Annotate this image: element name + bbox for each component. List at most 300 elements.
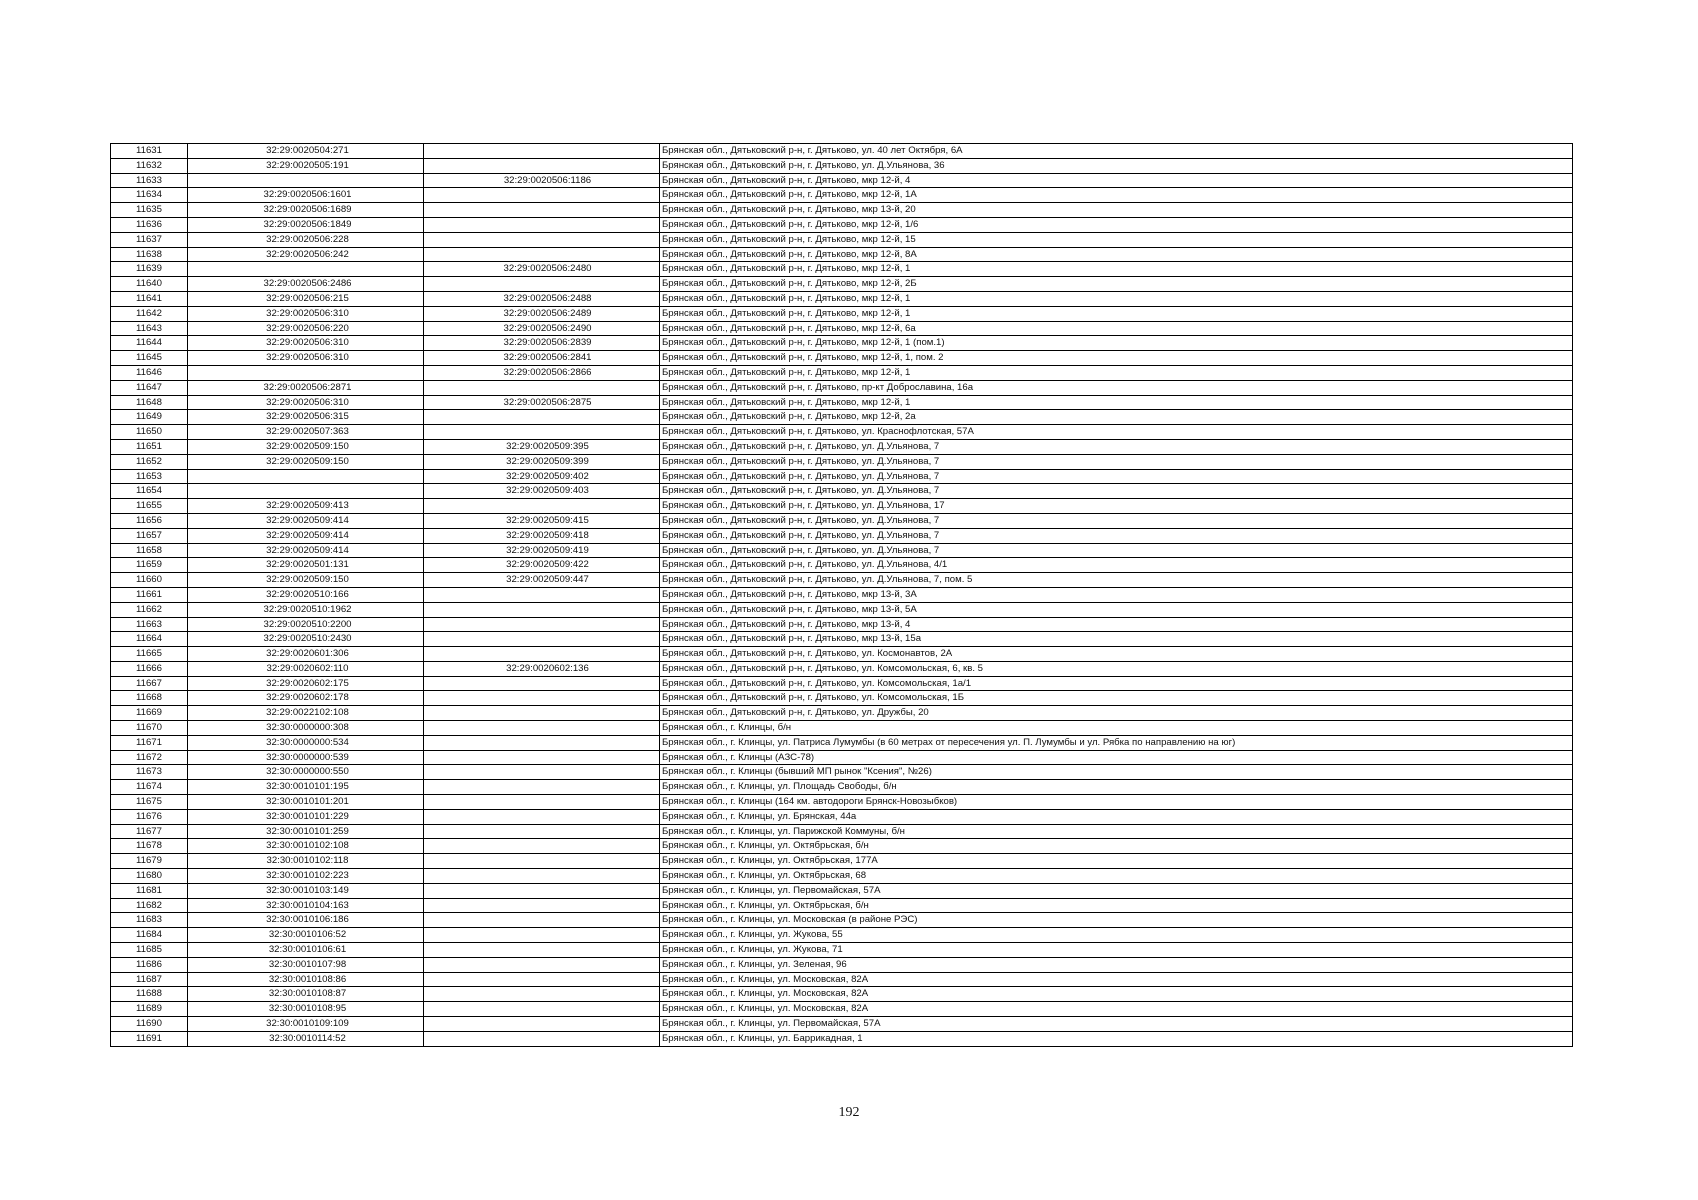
- address-cell: Брянская обл., г. Клинцы, ул. Октябрьская, 177А: [660, 854, 1573, 869]
- address-cell: Брянская обл., Дятьковский р-н, г. Дятьково, мкр 12-й, 15: [660, 232, 1573, 247]
- related-cadastral-number-cell: [424, 691, 660, 706]
- table-row: [111, 602, 1573, 617]
- cadastral-number-cell: 32:29:0020506:2486: [188, 277, 424, 292]
- cadastral-number-cell: 32:29:0022102:108: [188, 706, 424, 721]
- cadastral-number-cell: 32:29:0020509:414: [188, 543, 424, 558]
- cadastral-number-cell: 32:29:0020506:242: [188, 247, 424, 262]
- row-number-cell: 11631: [111, 144, 188, 159]
- related-cadastral-number-cell: [424, 188, 660, 203]
- address-cell: Брянская обл., Дятьковский р-н, г. Дятьково, мкр 13-й, 15а: [660, 632, 1573, 647]
- related-cadastral-number-cell: [424, 232, 660, 247]
- cadastral-number-cell: [188, 469, 424, 484]
- table-row: [111, 987, 1573, 1002]
- table-row: [111, 262, 1573, 277]
- related-cadastral-number-cell: [424, 1002, 660, 1017]
- row-number-cell: 11649: [111, 410, 188, 425]
- related-cadastral-number-cell: 32:29:0020506:2480: [424, 262, 660, 277]
- table-row: [111, 587, 1573, 602]
- address-cell: Брянская обл., г. Клинцы, ул. Зеленая, 96: [660, 957, 1573, 972]
- related-cadastral-number-cell: [424, 765, 660, 780]
- table-row: [111, 972, 1573, 987]
- address-cell: Брянская обл., г. Клинцы, ул. Баррикадная, 1: [660, 1031, 1573, 1046]
- address-cell: Брянская обл., Дятьковский р-н, г. Дятьково, ул. Д.Ульянова, 17: [660, 499, 1573, 514]
- address-cell: Брянская обл., Дятьковский р-н, г. Дятьково, мкр 12-й, 1: [660, 291, 1573, 306]
- row-number-cell: 11655: [111, 499, 188, 514]
- cadastral-number-cell: 32:29:0020506:215: [188, 291, 424, 306]
- related-cadastral-number-cell: [424, 735, 660, 750]
- cadastral-number-cell: 32:29:0020506:315: [188, 410, 424, 425]
- row-number-cell: 11646: [111, 365, 188, 380]
- address-cell: Брянская обл., Дятьковский р-н, г. Дятьково, ул. 40 лет Октября, 6А: [660, 144, 1573, 159]
- address-cell: Брянская обл., Дятьковский р-н, г. Дятьково, ул. Комсомольская, 6, кв. 5: [660, 661, 1573, 676]
- table-row: [111, 824, 1573, 839]
- address-cell: Брянская обл., Дятьковский р-н, г. Дятьково, мкр 12-й, 1: [660, 306, 1573, 321]
- table-row: [111, 454, 1573, 469]
- row-number-cell: 11689: [111, 1002, 188, 1017]
- table-row: [111, 795, 1573, 810]
- address-cell: Брянская обл., Дятьковский р-н, г. Дятьково, мкр 12-й, 1, пом. 2: [660, 351, 1573, 366]
- table-row: [111, 854, 1573, 869]
- row-number-cell: 11635: [111, 203, 188, 218]
- row-number-cell: 11671: [111, 735, 188, 750]
- cadastral-number-cell: 32:29:0020602:178: [188, 691, 424, 706]
- address-cell: Брянская обл., Дятьковский р-н, г. Дятьково, ул. Комсомольская, 1Б: [660, 691, 1573, 706]
- cadastral-number-cell: 32:30:0010101:259: [188, 824, 424, 839]
- related-cadastral-number-cell: 32:29:0020506:2866: [424, 365, 660, 380]
- cadastral-number-cell: 32:30:0010101:229: [188, 809, 424, 824]
- related-cadastral-number-cell: 32:29:0020506:2490: [424, 321, 660, 336]
- cadastral-number-cell: [188, 173, 424, 188]
- related-cadastral-number-cell: 32:29:0020509:422: [424, 558, 660, 573]
- row-number-cell: 11666: [111, 661, 188, 676]
- address-cell: Брянская обл., Дятьковский р-н, г. Дятьково, ул. Д.Ульянова, 7: [660, 528, 1573, 543]
- cadastral-number-cell: 32:29:0020602:175: [188, 676, 424, 691]
- related-cadastral-number-cell: 32:29:0020506:2839: [424, 336, 660, 351]
- related-cadastral-number-cell: [424, 898, 660, 913]
- address-cell: Брянская обл., г. Клинцы, б/н: [660, 721, 1573, 736]
- address-cell: Брянская обл., г. Клинцы, ул. Первомайская, 57А: [660, 883, 1573, 898]
- address-cell: Брянская обл., Дятьковский р-н, г. Дятьково, ул. Д.Ульянова, 7: [660, 439, 1573, 454]
- related-cadastral-number-cell: [424, 750, 660, 765]
- cadastral-number-cell: 32:30:0010101:201: [188, 795, 424, 810]
- table-row: [111, 691, 1573, 706]
- cadastral-number-cell: 32:30:0010101:195: [188, 780, 424, 795]
- table-row: [111, 469, 1573, 484]
- cadastral-number-cell: 32:30:0000000:539: [188, 750, 424, 765]
- cadastral-number-cell: 32:29:0020510:166: [188, 587, 424, 602]
- row-number-cell: 11677: [111, 824, 188, 839]
- table-row: [111, 839, 1573, 854]
- table-row: [111, 647, 1573, 662]
- address-cell: Брянская обл., Дятьковский р-н, г. Дятьково, ул. Д.Ульянова, 7: [660, 543, 1573, 558]
- row-number-cell: 11639: [111, 262, 188, 277]
- address-cell: Брянская обл., Дятьковский р-н, г. Дятьково, ул. Краснофлотская, 57А: [660, 425, 1573, 440]
- table-row: [111, 765, 1573, 780]
- table-row: [111, 173, 1573, 188]
- cadastral-number-cell: 32:30:0010107:98: [188, 957, 424, 972]
- related-cadastral-number-cell: [424, 425, 660, 440]
- row-number-cell: 11652: [111, 454, 188, 469]
- row-number-cell: 11668: [111, 691, 188, 706]
- related-cadastral-number-cell: [424, 647, 660, 662]
- cadastral-number-cell: 32:29:0020506:220: [188, 321, 424, 336]
- table-row: [111, 676, 1573, 691]
- table-row: [111, 336, 1573, 351]
- related-cadastral-number-cell: 32:29:0020506:2489: [424, 306, 660, 321]
- table-row: [111, 499, 1573, 514]
- row-number-cell: 11687: [111, 972, 188, 987]
- table-row: [111, 439, 1573, 454]
- related-cadastral-number-cell: [424, 247, 660, 262]
- cadastral-number-cell: 32:30:0010108:86: [188, 972, 424, 987]
- related-cadastral-number-cell: 32:29:0020509:403: [424, 484, 660, 499]
- cadastral-number-cell: 32:30:0010114:52: [188, 1031, 424, 1046]
- row-number-cell: 11651: [111, 439, 188, 454]
- table-row: [111, 144, 1573, 159]
- row-number-cell: 11670: [111, 721, 188, 736]
- address-cell: Брянская обл., г. Клинцы, ул. Октябрьская, 68: [660, 869, 1573, 884]
- cadastral-number-cell: [188, 365, 424, 380]
- cadastral-number-cell: 32:30:0000000:550: [188, 765, 424, 780]
- address-cell: Брянская обл., Дятьковский р-н, г. Дятьково, пр-кт Доброславина, 16а: [660, 380, 1573, 395]
- row-number-cell: 11661: [111, 587, 188, 602]
- row-number-cell: 11675: [111, 795, 188, 810]
- related-cadastral-number-cell: [424, 380, 660, 395]
- address-cell: Брянская обл., г. Клинцы, ул. Первомайская, 57А: [660, 1017, 1573, 1032]
- cadastral-number-cell: 32:30:0010109:109: [188, 1017, 424, 1032]
- related-cadastral-number-cell: [424, 277, 660, 292]
- cadastral-number-cell: 32:29:0020601:306: [188, 647, 424, 662]
- address-cell: Брянская обл., г. Клинцы (АЗС-78): [660, 750, 1573, 765]
- row-number-cell: 11672: [111, 750, 188, 765]
- address-cell: Брянская обл., г. Клинцы, ул. Октябрьская, б/н: [660, 898, 1573, 913]
- table-row: [111, 247, 1573, 262]
- row-number-cell: 11681: [111, 883, 188, 898]
- row-number-cell: 11663: [111, 617, 188, 632]
- table-row: [111, 365, 1573, 380]
- related-cadastral-number-cell: [424, 987, 660, 1002]
- related-cadastral-number-cell: [424, 676, 660, 691]
- related-cadastral-number-cell: 32:29:0020602:136: [424, 661, 660, 676]
- row-number-cell: 11641: [111, 291, 188, 306]
- address-cell: Брянская обл., Дятьковский р-н, г. Дятьково, мкр 12-й, 2а: [660, 410, 1573, 425]
- address-cell: Брянская обл., г. Клинцы, ул. Площадь Свободы, б/н: [660, 780, 1573, 795]
- table-row: [111, 573, 1573, 588]
- table-row: [111, 306, 1573, 321]
- table-row: [111, 1031, 1573, 1046]
- address-cell: Брянская обл., Дятьковский р-н, г. Дятьково, мкр 12-й, 1: [660, 395, 1573, 410]
- table-row: [111, 750, 1573, 765]
- cadastral-number-cell: 32:30:0010103:149: [188, 883, 424, 898]
- row-number-cell: 11678: [111, 839, 188, 854]
- address-cell: Брянская обл., г. Клинцы, ул. Жукова, 55: [660, 928, 1573, 943]
- related-cadastral-number-cell: 32:29:0020509:447: [424, 573, 660, 588]
- related-cadastral-number-cell: 32:29:0020506:1186: [424, 173, 660, 188]
- address-cell: Брянская обл., Дятьковский р-н, г. Дятьково, мкр 13-й, 5А: [660, 602, 1573, 617]
- related-cadastral-number-cell: [424, 410, 660, 425]
- table-row: [111, 617, 1573, 632]
- table-row: [111, 721, 1573, 736]
- address-cell: Брянская обл., Дятьковский р-н, г. Дятьково, мкр 12-й, 8А: [660, 247, 1573, 262]
- row-number-cell: 11656: [111, 513, 188, 528]
- address-cell: Брянская обл., Дятьковский р-н, г. Дятьково, ул. Дружбы, 20: [660, 706, 1573, 721]
- cadastral-number-cell: 32:30:0010108:87: [188, 987, 424, 1002]
- table-row: [111, 410, 1573, 425]
- address-cell: Брянская обл., Дятьковский р-н, г. Дятьково, ул. Д.Ульянова, 7, пом. 5: [660, 573, 1573, 588]
- address-cell: Брянская обл., Дятьковский р-н, г. Дятьково, мкр 12-й, 4: [660, 173, 1573, 188]
- row-number-cell: 11660: [111, 573, 188, 588]
- registry-table: [110, 143, 1573, 1047]
- row-number-cell: 11685: [111, 943, 188, 958]
- row-number-cell: 11683: [111, 913, 188, 928]
- address-cell: Брянская обл., г. Клинцы, ул. Октябрьская, б/н: [660, 839, 1573, 854]
- table-row: [111, 277, 1573, 292]
- table-row: [111, 513, 1573, 528]
- related-cadastral-number-cell: [424, 203, 660, 218]
- page-number: 192: [838, 1105, 860, 1120]
- related-cadastral-number-cell: 32:29:0020509:419: [424, 543, 660, 558]
- address-cell: Брянская обл., Дятьковский р-н, г. Дятьково, ул. Д.Ульянова, 36: [660, 158, 1573, 173]
- table-row: [111, 898, 1573, 913]
- related-cadastral-number-cell: 32:29:0020509:418: [424, 528, 660, 543]
- row-number-cell: 11690: [111, 1017, 188, 1032]
- table-row: [111, 632, 1573, 647]
- address-cell: Брянская обл., Дятьковский р-н, г. Дятьково, мкр 12-й, 1: [660, 262, 1573, 277]
- cadastral-number-cell: 32:30:0010102:223: [188, 869, 424, 884]
- related-cadastral-number-cell: [424, 883, 660, 898]
- cadastral-number-cell: 32:29:0020509:150: [188, 439, 424, 454]
- row-number-cell: 11654: [111, 484, 188, 499]
- related-cadastral-number-cell: 32:29:0020509:415: [424, 513, 660, 528]
- row-number-cell: 11669: [111, 706, 188, 721]
- cadastral-number-cell: [188, 484, 424, 499]
- cadastral-number-cell: 32:29:0020506:1849: [188, 217, 424, 232]
- address-cell: Брянская обл., г. Клинцы, ул. Московская (в районе РЭС): [660, 913, 1573, 928]
- row-number-cell: 11664: [111, 632, 188, 647]
- table-row: [111, 321, 1573, 336]
- row-number-cell: 11633: [111, 173, 188, 188]
- table-row: [111, 1002, 1573, 1017]
- related-cadastral-number-cell: [424, 617, 660, 632]
- row-number-cell: 11665: [111, 647, 188, 662]
- address-cell: Брянская обл., г. Клинцы, ул. Московская, 82А: [660, 1002, 1573, 1017]
- related-cadastral-number-cell: [424, 869, 660, 884]
- related-cadastral-number-cell: [424, 144, 660, 159]
- row-number-cell: 11682: [111, 898, 188, 913]
- table-row: [111, 735, 1573, 750]
- table-row: [111, 395, 1573, 410]
- table-row: [111, 957, 1573, 972]
- related-cadastral-number-cell: [424, 913, 660, 928]
- cadastral-number-cell: 32:30:0010108:95: [188, 1002, 424, 1017]
- table-row: [111, 883, 1573, 898]
- related-cadastral-number-cell: 32:29:0020509:402: [424, 469, 660, 484]
- table-row: [111, 928, 1573, 943]
- cadastral-number-cell: 32:29:0020509:414: [188, 513, 424, 528]
- table-row: [111, 943, 1573, 958]
- row-number-cell: 11645: [111, 351, 188, 366]
- related-cadastral-number-cell: [424, 587, 660, 602]
- cadastral-number-cell: 32:30:0010102:118: [188, 854, 424, 869]
- cadastral-number-cell: 32:30:0000000:534: [188, 735, 424, 750]
- row-number-cell: 11676: [111, 809, 188, 824]
- row-number-cell: 11658: [111, 543, 188, 558]
- row-number-cell: 11644: [111, 336, 188, 351]
- cadastral-number-cell: 32:29:0020510:2200: [188, 617, 424, 632]
- table-row: [111, 291, 1573, 306]
- related-cadastral-number-cell: [424, 721, 660, 736]
- related-cadastral-number-cell: 32:29:0020506:2841: [424, 351, 660, 366]
- address-cell: Брянская обл., Дятьковский р-н, г. Дятьково, мкр 13-й, 4: [660, 617, 1573, 632]
- table-row: [111, 351, 1573, 366]
- row-number-cell: 11642: [111, 306, 188, 321]
- address-cell: Брянская обл., г. Клинцы, ул. Московская, 82А: [660, 987, 1573, 1002]
- cadastral-number-cell: 32:29:0020506:1601: [188, 188, 424, 203]
- registry-table-body: [111, 144, 1573, 1047]
- row-number-cell: 11679: [111, 854, 188, 869]
- row-number-cell: 11680: [111, 869, 188, 884]
- related-cadastral-number-cell: [424, 158, 660, 173]
- address-cell: Брянская обл., Дятьковский р-н, г. Дятьково, мкр 13-й, 20: [660, 203, 1573, 218]
- related-cadastral-number-cell: [424, 839, 660, 854]
- cadastral-number-cell: 32:29:0020504:271: [188, 144, 424, 159]
- related-cadastral-number-cell: [424, 957, 660, 972]
- row-number-cell: 11688: [111, 987, 188, 1002]
- row-number-cell: 11632: [111, 158, 188, 173]
- table-row: [111, 158, 1573, 173]
- cadastral-number-cell: 32:30:0000000:308: [188, 721, 424, 736]
- address-cell: Брянская обл., г. Клинцы, ул. Жукова, 71: [660, 943, 1573, 958]
- related-cadastral-number-cell: [424, 780, 660, 795]
- table-row: [111, 558, 1573, 573]
- cadastral-number-cell: 32:29:0020509:150: [188, 573, 424, 588]
- row-number-cell: 11634: [111, 188, 188, 203]
- cadastral-number-cell: 32:29:0020509:413: [188, 499, 424, 514]
- address-cell: Брянская обл., Дятьковский р-н, г. Дятьково, ул. Космонавтов, 2А: [660, 647, 1573, 662]
- row-number-cell: 11686: [111, 957, 188, 972]
- address-cell: Брянская обл., г. Клинцы, ул. Брянская, 44а: [660, 809, 1573, 824]
- cadastral-number-cell: 32:30:0010102:108: [188, 839, 424, 854]
- table-row: [111, 217, 1573, 232]
- address-cell: Брянская обл., Дятьковский р-н, г. Дятьково, мкр 12-й, 6а: [660, 321, 1573, 336]
- table-row: [111, 661, 1573, 676]
- cadastral-number-cell: 32:29:0020506:310: [188, 351, 424, 366]
- table-row: [111, 809, 1573, 824]
- address-cell: Брянская обл., г. Клинцы, ул. Парижской Коммуны, б/н: [660, 824, 1573, 839]
- row-number-cell: 11691: [111, 1031, 188, 1046]
- table-row: [111, 380, 1573, 395]
- related-cadastral-number-cell: [424, 632, 660, 647]
- row-number-cell: 11647: [111, 380, 188, 395]
- row-number-cell: 11673: [111, 765, 188, 780]
- table-row: [111, 203, 1573, 218]
- address-cell: Брянская обл., г. Клинцы, ул. Московская, 82А: [660, 972, 1573, 987]
- cadastral-number-cell: 32:30:0010106:186: [188, 913, 424, 928]
- address-cell: Брянская обл., г. Клинцы, ул. Патриса Лумумбы (в 60 метрах от пересечения ул. П. Лумумбы и ул. Рябка по направлению на юг): [660, 735, 1573, 750]
- address-cell: Брянская обл., Дятьковский р-н, г. Дятьково, мкр 12-й, 1А: [660, 188, 1573, 203]
- row-number-cell: 11643: [111, 321, 188, 336]
- cadastral-number-cell: 32:29:0020506:1689: [188, 203, 424, 218]
- cadastral-number-cell: [188, 262, 424, 277]
- related-cadastral-number-cell: [424, 795, 660, 810]
- related-cadastral-number-cell: [424, 1031, 660, 1046]
- related-cadastral-number-cell: [424, 1017, 660, 1032]
- row-number-cell: 11684: [111, 928, 188, 943]
- table-row: [111, 543, 1573, 558]
- related-cadastral-number-cell: [424, 602, 660, 617]
- address-cell: Брянская обл., Дятьковский р-н, г. Дятьково, мкр 12-й, 1/6: [660, 217, 1573, 232]
- address-cell: Брянская обл., Дятьковский р-н, г. Дятьково, мкр 12-й, 2Б: [660, 277, 1573, 292]
- table-row: [111, 869, 1573, 884]
- address-cell: Брянская обл., Дятьковский р-н, г. Дятьково, ул. Д.Ульянова, 7: [660, 469, 1573, 484]
- row-number-cell: 11648: [111, 395, 188, 410]
- related-cadastral-number-cell: [424, 972, 660, 987]
- row-number-cell: 11636: [111, 217, 188, 232]
- cadastral-number-cell: 32:29:0020506:2871: [188, 380, 424, 395]
- related-cadastral-number-cell: [424, 217, 660, 232]
- table-row: [111, 232, 1573, 247]
- row-number-cell: 11662: [111, 602, 188, 617]
- related-cadastral-number-cell: [424, 499, 660, 514]
- cadastral-number-cell: 32:29:0020505:191: [188, 158, 424, 173]
- cadastral-number-cell: 32:29:0020506:310: [188, 395, 424, 410]
- cadastral-number-cell: 32:29:0020510:1962: [188, 602, 424, 617]
- row-number-cell: 11640: [111, 277, 188, 292]
- cadastral-number-cell: 32:29:0020602:110: [188, 661, 424, 676]
- related-cadastral-number-cell: [424, 809, 660, 824]
- row-number-cell: 11667: [111, 676, 188, 691]
- address-cell: Брянская обл., Дятьковский р-н, г. Дятьково, мкр 12-й, 1: [660, 365, 1573, 380]
- related-cadastral-number-cell: 32:29:0020506:2875: [424, 395, 660, 410]
- row-number-cell: 11674: [111, 780, 188, 795]
- related-cadastral-number-cell: [424, 928, 660, 943]
- address-cell: Брянская обл., г. Клинцы (164 км. автодороги Брянск-Новозыбков): [660, 795, 1573, 810]
- table-row: [111, 188, 1573, 203]
- related-cadastral-number-cell: [424, 854, 660, 869]
- cadastral-number-cell: 32:29:0020507:363: [188, 425, 424, 440]
- related-cadastral-number-cell: 32:29:0020509:395: [424, 439, 660, 454]
- related-cadastral-number-cell: [424, 706, 660, 721]
- cadastral-number-cell: 32:30:0010104:163: [188, 898, 424, 913]
- cadastral-number-cell: 32:29:0020509:150: [188, 454, 424, 469]
- row-number-cell: 11659: [111, 558, 188, 573]
- related-cadastral-number-cell: 32:29:0020509:399: [424, 454, 660, 469]
- address-cell: Брянская обл., Дятьковский р-н, г. Дятьково, ул. Д.Ульянова, 7: [660, 484, 1573, 499]
- table-row: [111, 484, 1573, 499]
- address-cell: Брянская обл., Дятьковский р-н, г. Дятьково, мкр 12-й, 1 (пом.1): [660, 336, 1573, 351]
- cadastral-number-cell: 32:29:0020506:310: [188, 306, 424, 321]
- related-cadastral-number-cell: 32:29:0020506:2488: [424, 291, 660, 306]
- table-row: [111, 528, 1573, 543]
- cadastral-number-cell: 32:29:0020506:310: [188, 336, 424, 351]
- cadastral-number-cell: 32:29:0020506:228: [188, 232, 424, 247]
- table-row: [111, 425, 1573, 440]
- cadastral-number-cell: 32:29:0020510:2430: [188, 632, 424, 647]
- table-row: [111, 706, 1573, 721]
- address-cell: Брянская обл., г. Клинцы (бывший МП рынок "Ксения", №26): [660, 765, 1573, 780]
- address-cell: Брянская обл., Дятьковский р-н, г. Дятьково, мкр 13-й, 3А: [660, 587, 1573, 602]
- address-cell: Брянская обл., Дятьковский р-н, г. Дятьково, ул. Д.Ульянова, 7: [660, 454, 1573, 469]
- cadastral-number-cell: 32:29:0020509:414: [188, 528, 424, 543]
- address-cell: Брянская обл., Дятьковский р-н, г. Дятьково, ул. Д.Ульянова, 4/1: [660, 558, 1573, 573]
- table-row: [111, 913, 1573, 928]
- related-cadastral-number-cell: [424, 943, 660, 958]
- row-number-cell: 11638: [111, 247, 188, 262]
- address-cell: Брянская обл., Дятьковский р-н, г. Дятьково, ул. Д.Ульянова, 7: [660, 513, 1573, 528]
- address-cell: Брянская обл., Дятьковский р-н, г. Дятьково, ул. Комсомольская, 1а/1: [660, 676, 1573, 691]
- related-cadastral-number-cell: [424, 824, 660, 839]
- row-number-cell: 11650: [111, 425, 188, 440]
